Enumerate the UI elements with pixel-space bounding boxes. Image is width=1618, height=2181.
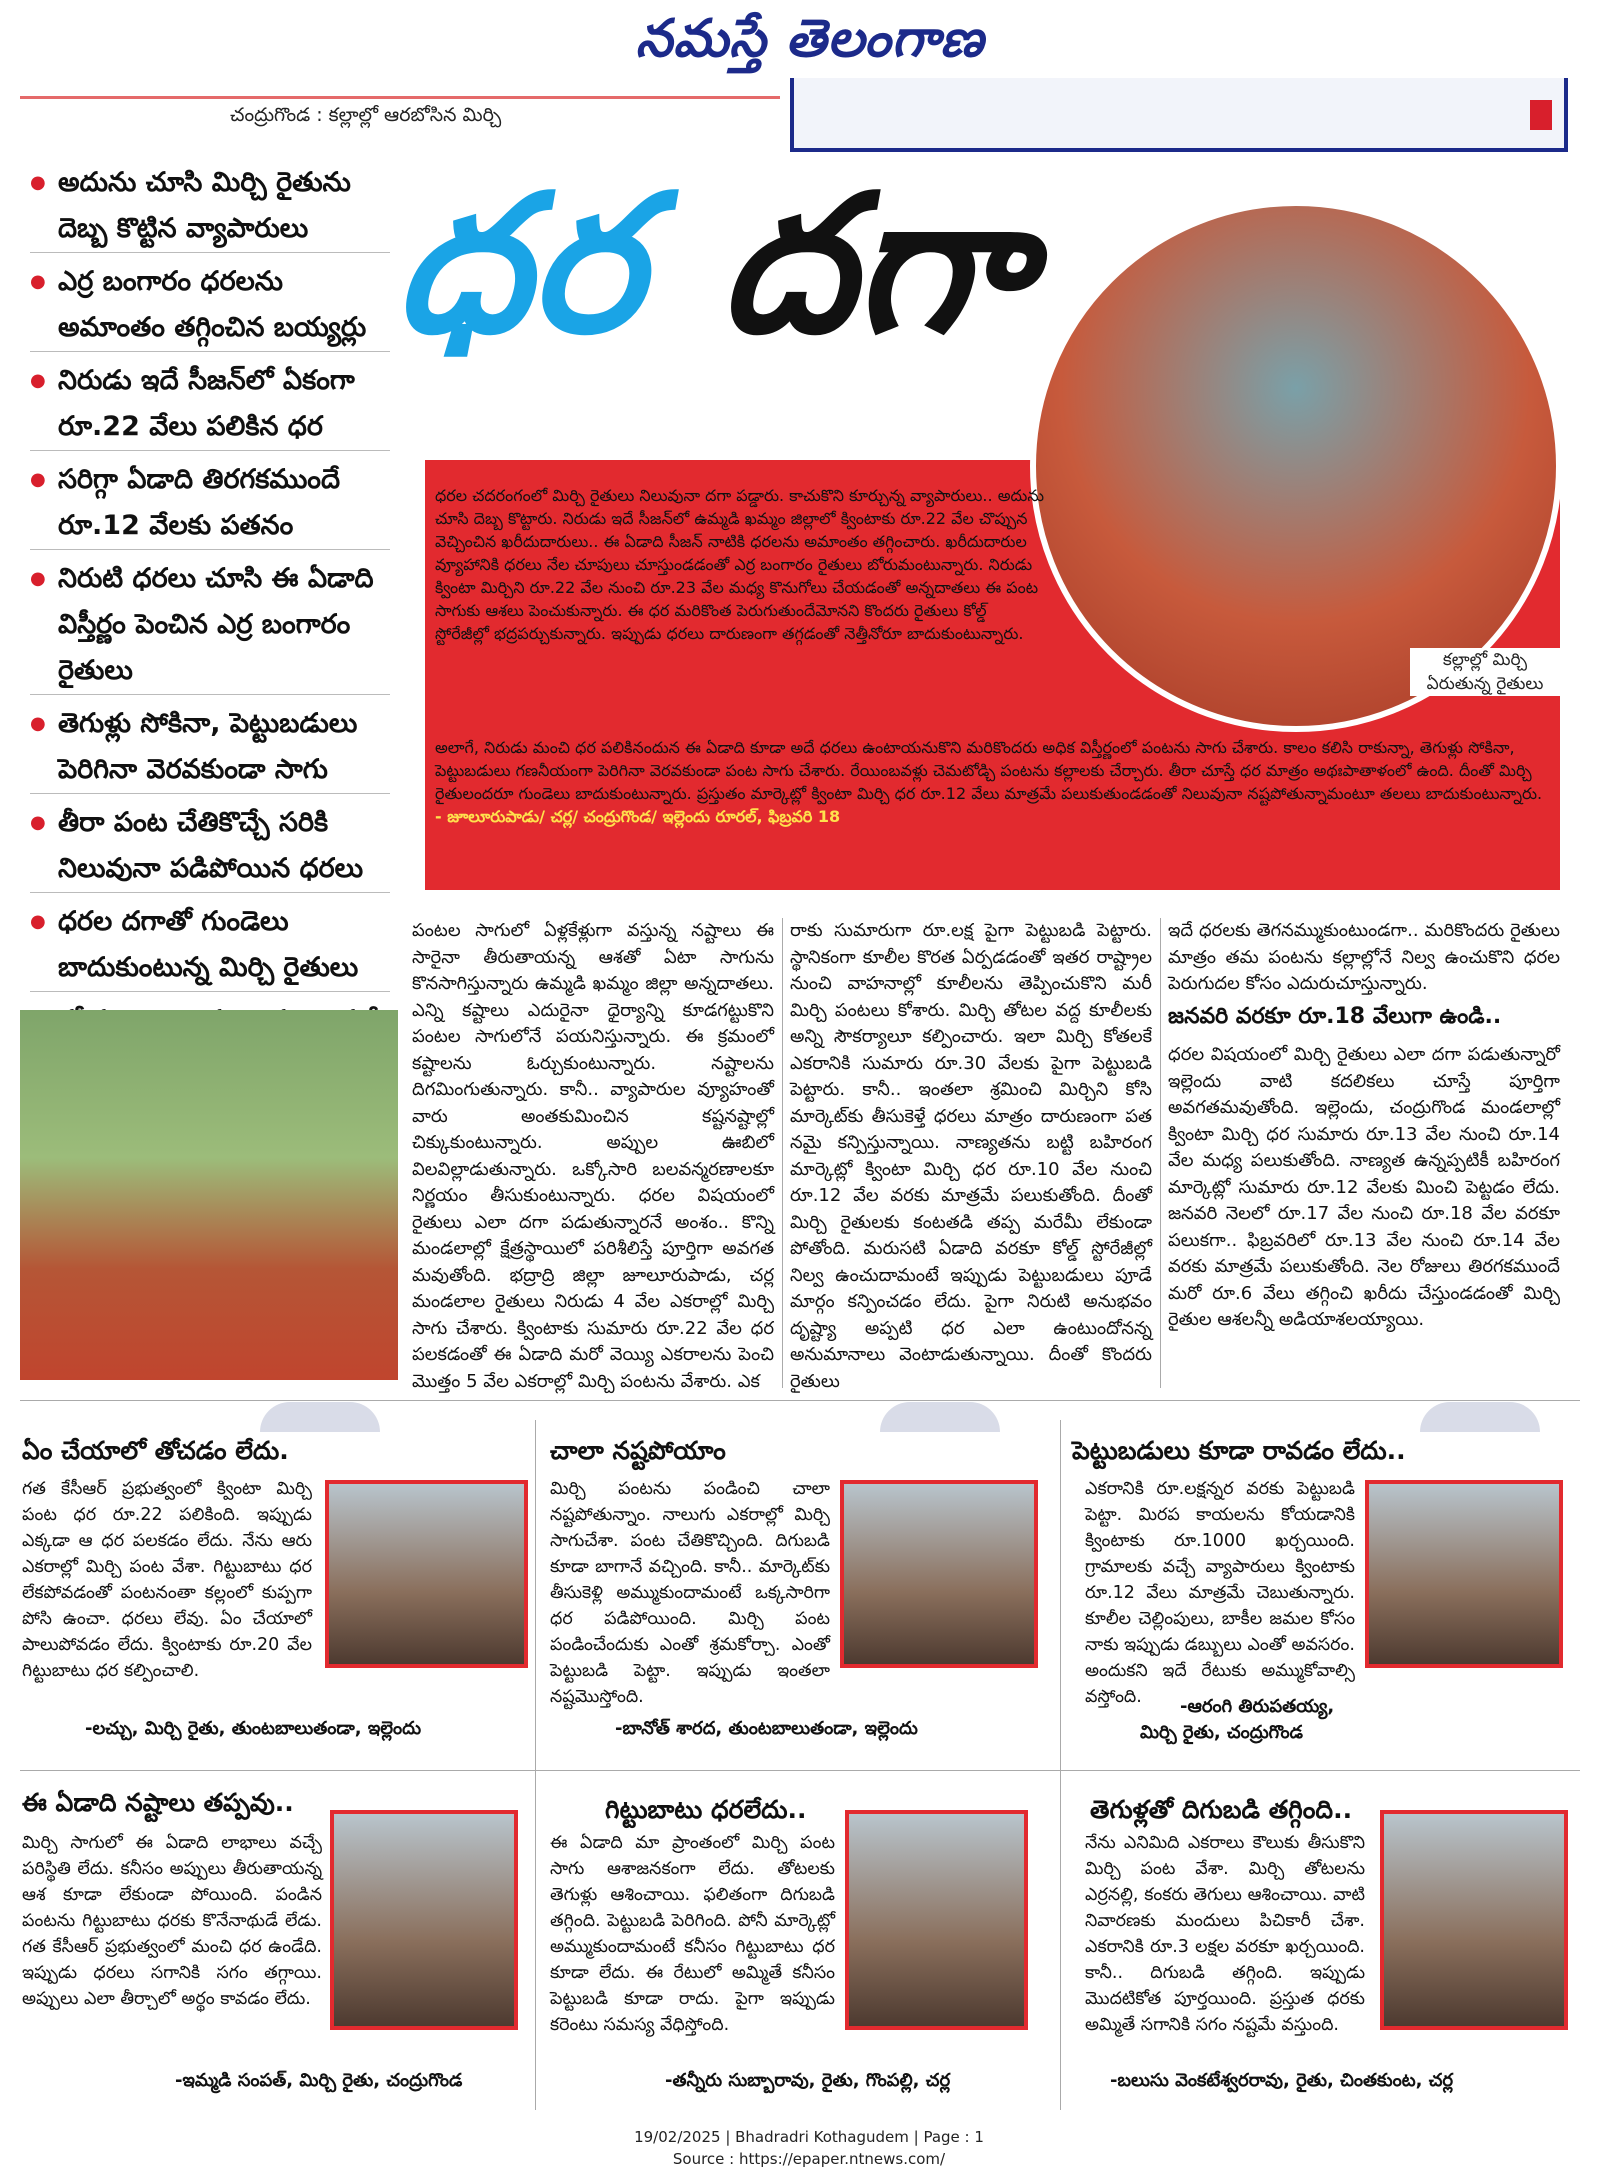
testimonial-title: ఏం చేయాలో తోచడం లేదు. [22,1436,289,1465]
section-rule [20,1400,1580,1401]
farmer-portrait [845,1810,1028,2030]
promo-banner [790,78,1568,152]
testimonial-signature: మిర్చి రైతు, చంద్రుగొండ [1140,1722,1303,1743]
testimonial-body: మిర్చి పంటను పండించి చాలా నష్టపోతున్నాం. నాలుగు ఎకరాల్లో మిర్చి సాగుచేశా. పంట చేతికొచ్చింది. దిగుబడి కూడా బాగానే వచ్చింది. కానీ.. మార్కెట్‌కు తీసుకెళ్లి అమ్ముకుందామంటే ఒక్కసారిగా ధర పడిపోయింది. మిర్చి పంట పండించేందుకు ఎంతో శ్రమకోర్చా. ఎంతో పెట్టుబడి పెట్టా. ఇప్పుడు ఇంతలా నష్టమొస్తోంది. [550,1479,830,1707]
highlight-item: ● తెగుళ్లు సోకినా, పెట్టుబడులు పెరిగినా వెరవకుండా సాగు [30,701,390,794]
highlight-item: ● అదును చూసి మిర్చి రైతును దెబ్బ కొట్టిన వ్యాపారులు [30,160,390,253]
decor-arc [260,1402,380,1432]
top-photo-caption: చంద్రుగొండ : కల్లాల్లో ఆరబోసిన మిర్చి [230,104,502,126]
testimonial-signature: -బానోత్ శారద, తుంటబాలుతండా, ఇల్లెందు [615,1718,918,1739]
testimonial-body: ఈ ఏడాది మా ప్రాంతంలో మిర్చి పంట సాగు ఆశాజనకంగా లేదు. తోటలకు తెగుళ్లు ఆశించాయి. ఫలితంగా దిగుబడి తగ్గింది. పెట్టుబడి పెరిగింది. పోనీ మార్కెట్లో అమ్ముకుందామంటే కనీసం గిట్టుబాటు ధర కూడా లేదు. ఈ రేటులో అమ్మితే కనీసం పెట్టుబడి కూడా రాదు. పైగా ఇప్పుడు కరెంటు సమస్య వేధిస్తోంది. [550,1833,835,2035]
testimonial-title: తెగుళ్లతో దిగుబడి తగ్గింది.. [1090,1795,1353,1824]
testimonial-signature: -తన్నీరు సుబ్బారావు, రైతు, గొంపల్లి, చర్ల [665,2070,951,2091]
farmer-portrait [840,1480,1038,1668]
body-column-3 [1168,918,1560,1334]
footer-date-edition: 19/02/2025 | Bhadradri Kothagudem | Page : 1 [634,2128,984,2146]
highlight-item: ● తీరా పంట చేతికొచ్చే సరికి నిలువునా పడిపోయిన ధరలు [30,800,390,893]
testimonial-title: గిట్టుబాటు ధరలేదు.. [605,1795,807,1824]
farmer-portrait [1380,1810,1568,2030]
highlight-item: ● సరిగ్గా ఏడాది తిరగకముందే రూ.12 వేలకు పతనం [30,457,390,550]
testimonial-title: ఈ ఏడాది నష్టాలు తప్పవు.. [22,1788,294,1817]
farmer-portrait [1365,1480,1563,1668]
testimonial-signature: -ఆరంగి తిరుపతయ్య, [1180,1696,1335,1717]
promo-accent [1530,100,1552,130]
testimonial-body: ఎకరానికి రూ.లక్షన్నర వరకు పెట్టుబడి పెట్టా. మిరప కాయలను కోయడానికి క్వింటాకు రూ.1000 ఖర్చయింది. గ్రామాలకు వచ్చే వ్యాపారులు క్వింటాకు రూ.12 వేలు మాత్రమే చెబుతున్నారు. కూలీల చెల్లింపులు, బాకీల జమల కోసం నాకు ఇప్పుడు డబ్బులు ఎంతో అవసరం. అందుకని ఇదే రేటుకు అమ్ముకోవాల్సి వస్తోంది. [1085,1479,1355,1707]
testimonial-body: గత కేసీఆర్ ప్రభుత్వంలో క్వింటా మిర్చి పంట ధర రూ.22 పలికింది. ఇప్పుడు ఎక్కడా ఆ ధర పలకడం లేదు. నేను ఆరు ఎకరాల్లో మిర్చి పంట వేశా. గిట్టుబాటు ధర లేకపోవడంతో పంటనంతా కల్లంలో కుప్పగా పోసి ఉంచా. ధరలు లేవు. ఏం చేయాలో పాలుపోవడం లేదు. క్వింటాకు రూ.20 వేల గిట్టుబాటు ధర కల్పించాలి. [22,1479,312,1681]
body-column-1: పంటల సాగులో ఏళ్లకేళ్లుగా వస్తున్న నష్టాలు ఈ సారైనా తీరుతాయన్న ఆశతో ఏటా సాగును కొనసాగిస్తున్నారు ఉమ్మడి ఖమ్మం జిల్లా అన్నదాతలు. ఎన్ని కష్టాలు ఎదురైనా ధైర్యాన్ని కూడగట్టుకొని పంటల సాగులోనే పయనిస్తున్నారు. ఈ క్రమంలో కష్టాలను ఓర్చుకుంటున్నారు. నష్టాలను దిగమింగుతున్నారు. కానీ.. వ్యాపారుల వ్యూహంతో వారు అంతకుమించిన కష్టనష్టాల్లో చిక్కుకుంటున్నారు. అప్పుల ఊబిలో విలవిల్లాడుతున్నారు. ఒక్కోసారి బలవన్మరణాలకూ నిర్ణయం తీసుకుంటున్నారు. ధరల విషయంలో రైతులు ఎలా దగా పడుతున్నారనే అంశం.. కొన్ని మండలాల్లో క్షేత్రస్థాయిలో పరిశీలిస్తే పూర్తిగా అవగత మవుతోంది. భద్రాద్రి జిల్లా జూలూరుపాడు, చర్ల మండలాల రైతులు నిరుడు 4 వేల ఎకరాల్లో మిర్చి సాగు చేశారు. క్వింటాకు సుమారు రూ.22 వేల ధర పలకడంతో ఈ ఏడాది మరో వెయ్యి ఎకరాలను పెంచి మొత్తం 5 వేల ఎకరాల్లో మిర్చి పంటను వేశారు. ఎక [412,920,774,1392]
column-divider [1160,918,1161,1388]
decor-arc [1420,1402,1540,1432]
testimonial-body: నేను ఎనిమిది ఎకరాలు కౌలుకు తీసుకొని మిర్చి పంట వేశా. మిర్చి తోటలను ఎర్రనల్లి, కంకరు తెగులు ఆశించాయి. వాటి నివారణకు మందులు పిచికారీ చేశా. ఎకరానికి రూ.3 లక్షల వరకూ ఖర్చయింది. కానీ.. దిగుబడి తగ్గింది. ఇప్పుడు మొదటికోత పూర్తయింది. ప్రస్తుత ధరకు అమ్మితే సగానికి సగం నష్టమే వస్తుంది. [1085,1833,1365,2035]
lead-paragraph-1: ధరల చదరంగంలో మిర్చి రైతులు నిలువునా దగా పడ్డారు. కాచుకొని కూర్చున్న వ్యాపారులు.. అదును చూసి దెబ్బ కొట్టారు. నిరుడు ఇదే సీజన్‌లో ఉమ్మడి ఖమ్మం జిల్లాలో క్వింటాకు రూ.22 వేల చొప్పున వెచ్చించిన ఖరీదుదారులు.. ఈ ఏడాది సీజన్ నాటికి ధరలను అమాంతం తగ్గించారు. ఖరీదుదారుల వ్యూహానికి ధరలు నేల చూపులు చూస్తుండడంతో ఎర్ర బంగారం రైతులు బోరుమంటున్నారు. నిరుడు క్వింటా మిర్చిని రూ.22 వేల నుంచి రూ.23 వేల మధ్య కొనుగోలు చేయడంతో అన్నదాతలు ఈ పంట సాగుకు ఆశలు పెంచుకున్నారు. ఈ ధర మరికొంత పెరుగుతుందేమోనని కొందరు రైతులు కోల్డ్ స్టోరేజీల్లో భద్రపర్చుకున్నారు. ఇప్పుడు ధరలు దారుణంగా తగ్గడంతో నెత్తీనోరూ బాదుకుంటున్నారు. [435,486,1045,643]
testimonial-signature: -బలుసు వెంకటేశ్వరరావు, రైతు, చింతకుంట, చర్ల [1110,2070,1454,2091]
section-subhead: జనవరి వరకూ రూ.18 వేలుగా ఉండి.. [1168,1003,1502,1029]
testimonial-title: చాలా నష్టపోయాం [550,1436,726,1465]
body-column-3b: ధరల విషయంలో మిర్చి రైతులు ఎలా దగా పడుతున్నారో ఇల్లెందు వాటి కదలికలు చూస్తే పూర్తిగా అవగతమవుతోంది. ఇల్లెందు, చంద్రుగొండ మండలాల్లో క్వింటా మిర్చి ధర సుమారు రూ.13 వేల నుంచి రూ.14 వేల మధ్య పలుకుతోంది. నాణ్యత ఉన్నప్పటికీ బహిరంగ మార్కెట్లో సుమారు రూ.12 వేలకు మించి పెట్టడం లేదు. జనవరి నెలలో రూ.17 వేల నుంచి రూ.18 వేల వరకూ పలుకగా.. ఫిబ్రవరిలో రూ.13 వేల నుంచి రూ.14 వేల వరకు మాత్రమే పలుకుతోంది. నెల రోజులు తిరగకముందే మరో రూ.6 వేలు తగ్గించి ఖరీదు చేస్తుండడంతో మిర్చి రైతుల ఆశలన్నీ అడియాశలయ్యాయి. [1168,1044,1560,1330]
testimonial-signature: -ఇమ్మడి సంపత్, మిర్చి రైతు, చంద్రుగొండ [175,2070,463,2091]
headline-part2: దగా [720,154,1030,375]
farmers-chilli-photo [20,1010,398,1380]
masthead-logo: నమస్తే తెలంగాణ [635,8,985,69]
testimonial-body: మిర్చి సాగులో ఈ ఏడాది లాభాలు వచ్చే పరిస్థితి లేదు. కనీసం అప్పులు తీరుతాయన్న ఆశ కూడా లేకుండా పోయింది. పండిన పంటను గిట్టుబాటు ధరకు కొనేనాథుడే లేడు. గత కేసీఆర్ ప్రభుత్వంలో మంచి ధర ఉండేది. ఇప్పుడు ధరలు సగానికి సగం తగ్గాయి. అప్పులు ఎలా తీర్చాలో అర్థం కావడం లేదు. [22,1833,322,2009]
top-rule [20,96,780,99]
column-divider [782,918,783,1388]
section-rule [20,1770,1580,1771]
highlight-item: ● నిరుటి ధరలు చూసి ఈ ఏడాది విస్తీర్ణం పెంచిన ఎర్ర బంగారం రైతులు [30,556,390,695]
farmer-portrait [325,1480,528,1668]
testimonial-title: పెట్టుబడులు కూడా రావడం లేదు.. [1072,1436,1406,1465]
lead-paragraph-2: అలాగే, నిరుడు మంచి ధర పలికినందున ఈ ఏడాది కూడా అదే ధరలు ఉంటాయనుకొని మరికొందరు అధిక విస్తీర్ణంలో పంటను సాగు చేశారు. కాలం కలిసి రాకున్నా, తెగుళ్లు సోకినా, పెట్టుబడులు గణనీయంగా పెరిగినా వెరవకుండా పంట సాగు చేశారు. రేయింబవళ్లు చెమటోడ్చి పంటను కల్లాలకు చేర్చారు. తీరా చూస్తే ధర మాత్రం అథఃపాతాళంలో ఉంది. దీంతో మిర్చి రైతులందరూ గుండెలు బాదుకుంటున్నారు. ప్రస్తుతం మార్కెట్లో క్వింటా మిర్చి ధర రూ.12 వేలు మాత్రమే పలుకుతుండడంతో నిలువునా నష్టపోతున్నామంటూ తలలు బాదుకుంటున్నారు. [435,738,1543,803]
lead-text-1 [435,470,1045,663]
decor-arc [880,1402,1000,1432]
body-column-3a: ఇదే ధరలకు తెగనమ్ముకుంటుండగా.. మరికొందరు రైతులు మాత్రం తమ పంటను కల్లాల్లోనే నిల్వ ఉంచుకొని ధరల పెరుగుదల కోసం ఎదురుచూస్తున్నారు. [1168,920,1560,994]
column-divider [535,1420,536,2110]
body-column-2: రాకు సుమారుగా రూ.లక్ష పైగా పెట్టుబడి పెట్టారు. స్థానికంగా కూలీల కొరత ఏర్పడడంతో ఇతర రాష్ట్రాల నుంచి వాహనాల్లో కూలీలను తెప్పించుకొని మరీ మిర్చి పంటలు కోశారు. మిర్చి తోటల వద్ద కూలీలకు అన్ని సౌకర్యాలూ కల్పించారు. ఇలా మిర్చి కోతలకే ఎకరానికి సుమారు రూ.30 వేలకు పైగా పెట్టుబడి పెట్టారు. కానీ.. ఇంతలా శ్రమించి మిర్చిని కోసి మార్కెట్‌కు తీసుకెళ్తే ధరలు మాత్రం దారుణంగా పత నమై కన్పిస్తున్నాయి. నాణ్యతను బట్టి బహిరంగ మార్కెట్లో క్వింటా మిర్చి ధర రూ.10 వేల నుంచి రూ.12 వేల వరకు మాత్రమే పలుకుతోంది. దీంతో మిర్చి రైతులకు కంటతడి తప్ప మరేమీ లేకుండా పోతోంది. మరుసటి ఏడాది వరకూ కోల్డ్ స్టోరేజీల్లో నిల్వ ఉంచుదామంటే ఇప్పుడు పెట్టుబడులు పూడే మార్గం కన్పించడం లేదు. పైగా నిరుటి అనుభవం దృష్ట్యా అప్పటి ధర ఎలా ఉంటుందోనన్న అనుమానాలు వెంటాడుతున్నాయి. దీంతో కొందరు రైతులు [790,920,1152,1392]
highlight-item: ● నిరుడు ఇదే సీజన్‌లో ఏకంగా రూ.22 వేలు పలికిన ధర [30,358,390,451]
highlight-item: ● ఎర్ర బంగారం ధరలను అమాంతం తగ్గించిన బయ్యర్లు [30,259,390,352]
lead-text-2 [435,722,1550,846]
highlight-item: ● ధరల దగాతో గుండెలు బాదుకుంటున్న మిర్చి రైతులు [30,899,390,992]
testimonial-signature: -లచ్చు, మిర్చి రైతు, తుంటబాలుతండా, ఇల్లెందు [85,1718,422,1739]
headline-part1: ధర [395,154,642,375]
dateline: - జూలూరుపాడు/ చర్ల/ చంద్రుగొండ/ ఇల్లెందు రూరల్, ఫిబ్రవరి 18 [435,807,841,826]
column-divider [1060,1420,1061,2110]
photo-caption: కల్లాల్లో మిర్చి ఏరుతున్న రైతులు [1410,648,1560,696]
footer-source: Source : https://epaper.ntnews.com/ [672,2150,946,2168]
highlights-list [30,160,390,1002]
farmer-portrait [330,1810,518,2030]
